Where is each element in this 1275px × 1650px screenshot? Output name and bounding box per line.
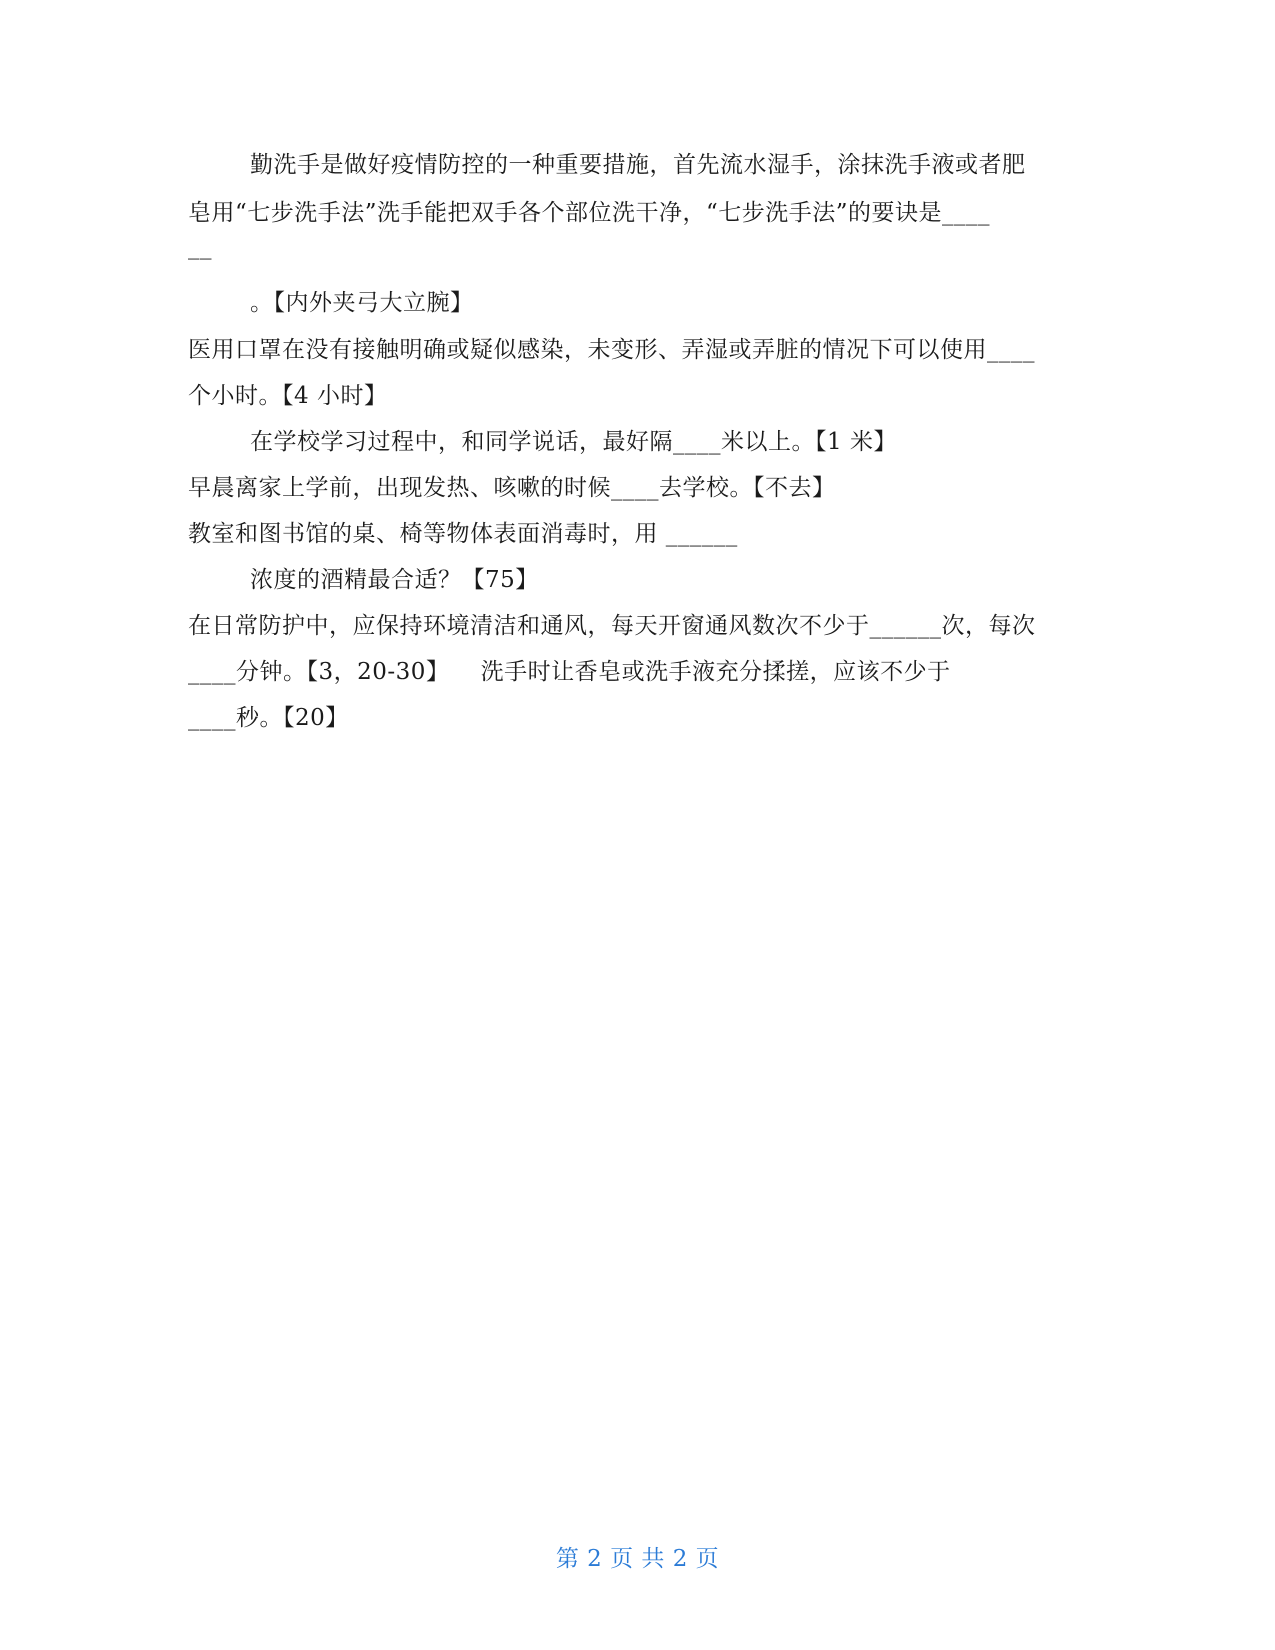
paragraph-line-12: ____分钟。【3，20-30】 洗手时让香皂或洗手液充分揉搓，应该不少于 [188,659,951,685]
paragraph-line-3: __ [188,234,212,260]
paragraph-line-6: 个小时。【4 小时】 [188,383,388,409]
paragraph-line-13: ____秒。【20】 [188,705,349,731]
paragraph-line-5: 医用口罩在没有接触明确或疑似感染，未变形、弄湿或弄脏的情况下可以使用____ [188,337,1035,363]
paragraph-line-10: 浓度的酒精最合适？【75】 [250,567,539,593]
page-number-footer: 第 2 页 共 2 页 [555,1546,720,1572]
paragraph-line-2: 皂用“七步洗手法”洗手能把双手各个部位洗干净，“七步洗手法”的要诀是____ [188,200,991,226]
paragraph-line-7: 在学校学习过程中，和同学说话，最好隔____米以上。【1 米】 [250,429,897,455]
paragraph-line-8: 早晨离家上学前，出现发热、咳嗽的时候____去学校。【不去】 [188,475,836,501]
paragraph-line-1: 勤洗手是做好疫情防控的一种重要措施，首先流水湿手，涂抹洗手液或者肥 [250,152,1026,178]
paragraph-line-11: 在日常防护中，应保持环境清洁和通风，每天开窗通风数次不少于______次，每次 [188,613,1036,639]
paragraph-line-4: 。【内外夹弓大立腕】 [250,290,474,316]
paragraph-line-9: 教室和图书馆的桌、椅等物体表面消毒时，用 ______ [188,521,738,547]
